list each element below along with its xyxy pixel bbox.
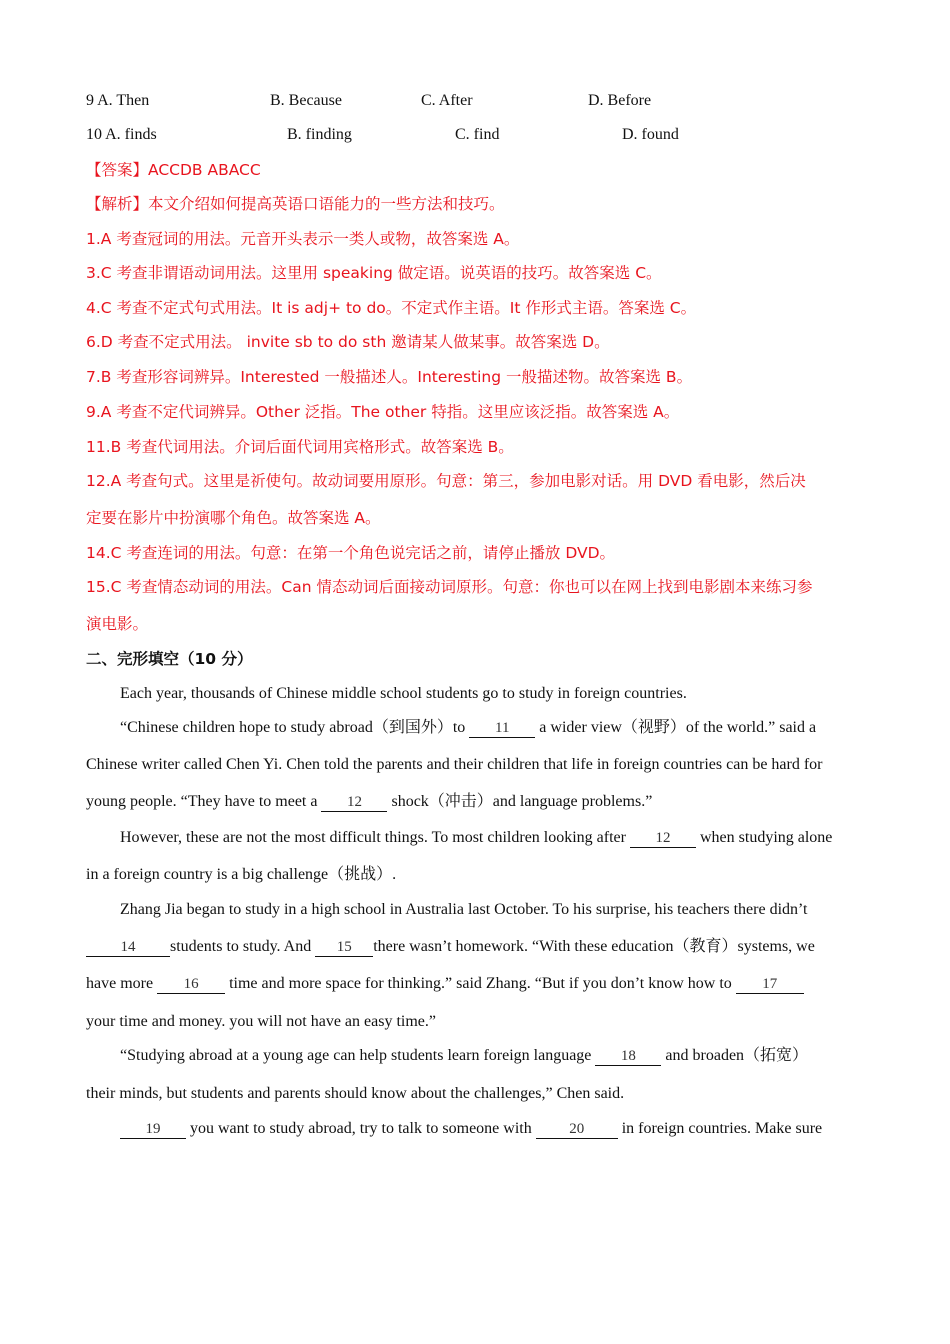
passage-text: “Chinese children hope to study abroad（到国外）to xyxy=(120,719,470,736)
passage-text: you want to study abroad, try to talk to someone with xyxy=(186,1120,536,1137)
passage-p5-line1 xyxy=(120,1045,808,1067)
passage-text: and broaden（拓宽） xyxy=(661,1047,809,1064)
passage-text: shock（冲击）and language problems.” xyxy=(387,793,653,810)
passage-p2-line2: Chinese writer called Chen Yi. Chen told the parents and their children that life in foreign countries can be hard for xyxy=(86,756,823,773)
q10-option-c: C. find xyxy=(455,126,500,143)
explanation-1: 1.A 考查冠词的用法。元音开头表示一类人或物，故答案选 A。 xyxy=(86,230,520,248)
explanation-11: 11.B 考查代词用法。介词后面代词用宾格形式。故答案选 B。 xyxy=(86,438,514,456)
passage-p3-line1 xyxy=(120,827,832,849)
blank-11[interactable]: 11 xyxy=(469,717,535,738)
passage-text: However, these are not the most difficult things. To most children looking after xyxy=(120,829,630,846)
q10-option-a: 10 A. finds xyxy=(86,126,157,143)
q10-option-d: D. found xyxy=(622,126,679,143)
explanation-12-line1: 12.A 考查句式。这里是祈使句。故动词要用原形。句意：第三，参加电影对话。用 DVD 看电影，然后决 xyxy=(86,472,806,490)
blank-20[interactable]: 20 xyxy=(536,1118,618,1139)
passage-text: in foreign countries. Make sure xyxy=(617,1120,823,1137)
passage-p2-line3 xyxy=(86,791,652,813)
explanation-9: 9.A 考查不定代词辨异。Other 泛指。The other 特指。这里应该泛指。故答案选 A。 xyxy=(86,403,680,421)
q9-option-a: 9 A. Then xyxy=(86,92,150,109)
blank-12b[interactable]: 12 xyxy=(630,827,696,848)
passage-text: a wider view（视野）of the world.” said a xyxy=(535,719,817,736)
explanation-14: 14.C 考查连词的用法。句意：在第一个角色说完话之前，请停止播放 DVD。 xyxy=(86,544,616,562)
explanation-15-line1: 15.C 考查情态动词的用法。Can 情态动词后面接动词原形。句意：你也可以在网上找到电影剧本来练习参 xyxy=(86,578,813,596)
q9-option-b: B. Because xyxy=(270,92,342,109)
blank-16[interactable]: 16 xyxy=(157,973,225,994)
q9-option-c: C. After xyxy=(421,92,473,109)
passage-p6-line1 xyxy=(120,1118,822,1140)
q9-option-d: D. Before xyxy=(588,92,652,109)
explanation-6: 6.D 考查不定式用法。 invite sb to do sth 邀请某人做某事。故答案选 D。 xyxy=(86,333,610,351)
passage-text: when studying alone xyxy=(695,829,833,846)
passage-text: there wasn’t homework. “With these education（教育）systems, we xyxy=(373,938,815,955)
passage-text: “Studying abroad at a young age can help students learn foreign language xyxy=(120,1047,596,1064)
passage-text: students to study. And xyxy=(170,938,316,955)
passage-text: have more xyxy=(86,975,158,992)
explanation-7: 7.B 考查形容词辨异。Interested 一般描述人。Interesting 一般描述物。故答案选 B。 xyxy=(86,368,693,386)
passage-p4-line1: Zhang Jia began to study in a high school in Australia last October. To his surprise, his teachers there didn’t xyxy=(120,901,808,918)
blank-17[interactable]: 17 xyxy=(736,973,804,994)
section-heading: 二、完形填空（10 分） xyxy=(86,650,253,668)
explanation-12-line2: 定要在影片中扮演哪个角色。故答案选 A。 xyxy=(86,509,381,527)
blank-12[interactable]: 12 xyxy=(321,791,387,812)
answer-line: 【答案】ACCDB ABACC xyxy=(86,161,261,179)
blank-19[interactable]: 19 xyxy=(120,1118,186,1139)
passage-p1: Each year, thousands of Chinese middle school students go to study in foreign countries. xyxy=(120,685,687,702)
explanation-15-line2: 演电影。 xyxy=(86,615,149,633)
blank-15[interactable]: 15 xyxy=(315,936,373,957)
blank-18[interactable]: 18 xyxy=(595,1045,661,1066)
passage-p4-line4: your time and money. you will not have an easy time.” xyxy=(86,1013,436,1030)
passage-text: time and more space for thinking.” said Zhang. “But if you don’t know how to xyxy=(225,975,736,992)
passage-p2-line1 xyxy=(120,717,816,739)
passage-text: young people. “They have to meet a xyxy=(86,793,322,810)
blank-14[interactable]: 14 xyxy=(86,936,170,957)
passage-p4-line3 xyxy=(86,973,804,995)
q10-option-b: B. finding xyxy=(287,126,352,143)
passage-p4-line2 xyxy=(86,936,815,958)
passage-p5-line2: their minds, but students and parents should know about the challenges,” Chen said. xyxy=(86,1085,625,1102)
explanation-4: 4.C 考查不定式句式用法。It is adj+ to do。不定式作主语。It 作形式主语。答案选 C。 xyxy=(86,299,697,317)
explanation-3: 3.C 考查非谓语动词用法。这里用 speaking 做定语。说英语的技巧。故答案选 C。 xyxy=(86,264,662,282)
passage-p3-line2: in a foreign country is a big challenge（挑战）. xyxy=(86,866,397,883)
analysis-title: 【解析】本文介绍如何提高英语口语能力的一些方法和技巧。 xyxy=(86,195,505,213)
